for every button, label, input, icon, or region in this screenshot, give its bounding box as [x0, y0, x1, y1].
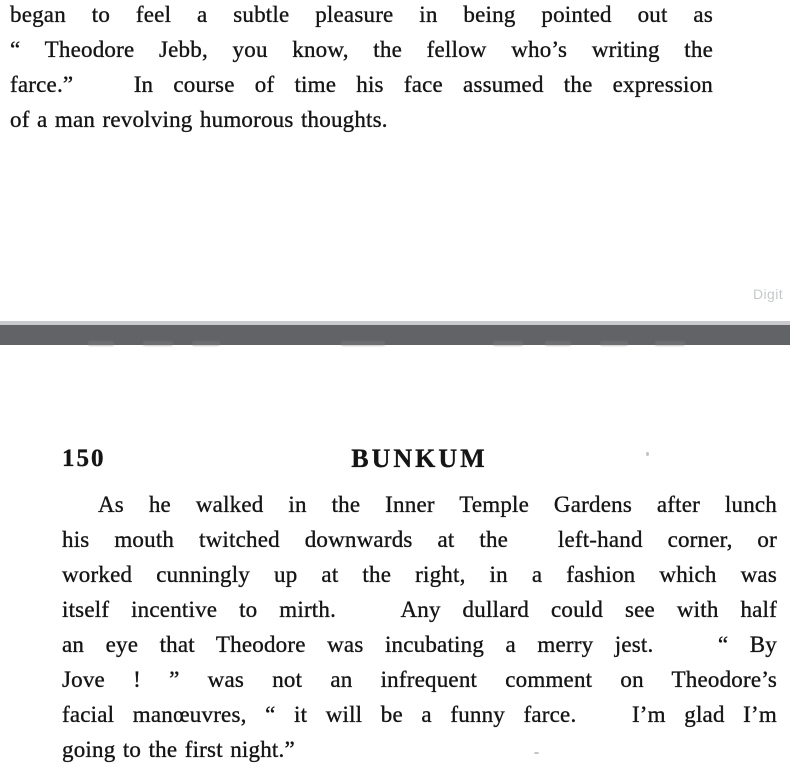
clipped-text-artifact: [192, 341, 220, 346]
text-line: itself incentive to mirth. Any dullard could see with half: [62, 597, 777, 622]
scan-speck: [646, 452, 649, 456]
text-line: “ Theodore Jebb, you know, the fellow who’s writing the: [10, 37, 713, 62]
text-line: farce.” In course of time his face assumed the expression: [10, 72, 713, 97]
text-line: an eye that Theodore was incubating a merry jest. “ By: [62, 632, 777, 657]
text-line: began to feel a subtle pleasure in being pointed out as: [10, 2, 713, 27]
text-line: worked cunningly up at the right, in a fashion which was: [62, 562, 777, 587]
text-line: of a man revolving humorous thoughts.: [10, 107, 388, 132]
page-number: 150: [62, 445, 106, 472]
clipped-text-artifact: [341, 341, 385, 346]
text-line: facial manœuvres, “ it will be a funny farce. I’m glad I’m: [62, 702, 777, 727]
text-line: going to the first night.”: [62, 737, 295, 762]
clipped-text-artifact: [655, 341, 685, 346]
previous-page-text: [10, 0, 713, 137]
text-line: Jove ! ” was not an infrequent comment on Theodore’s: [62, 667, 777, 692]
scan-speck: [534, 752, 539, 754]
clipped-text-artifact: [88, 341, 114, 346]
page-header: [62, 441, 777, 476]
digitized-watermark: Digit: [753, 286, 784, 302]
current-page-text: [62, 487, 777, 767]
text-line: his mouth twitched downwards at the left-hand corner, or: [62, 527, 777, 552]
running-title: BUNKUM: [351, 444, 488, 473]
clipped-text-artifact: [545, 341, 571, 346]
clipped-text-artifact: [600, 341, 628, 346]
text-line: As he walked in the Inner Temple Gardens after lunch: [98, 492, 777, 517]
clipped-text-artifact: [143, 341, 173, 346]
clipped-text-artifact: [493, 341, 523, 346]
